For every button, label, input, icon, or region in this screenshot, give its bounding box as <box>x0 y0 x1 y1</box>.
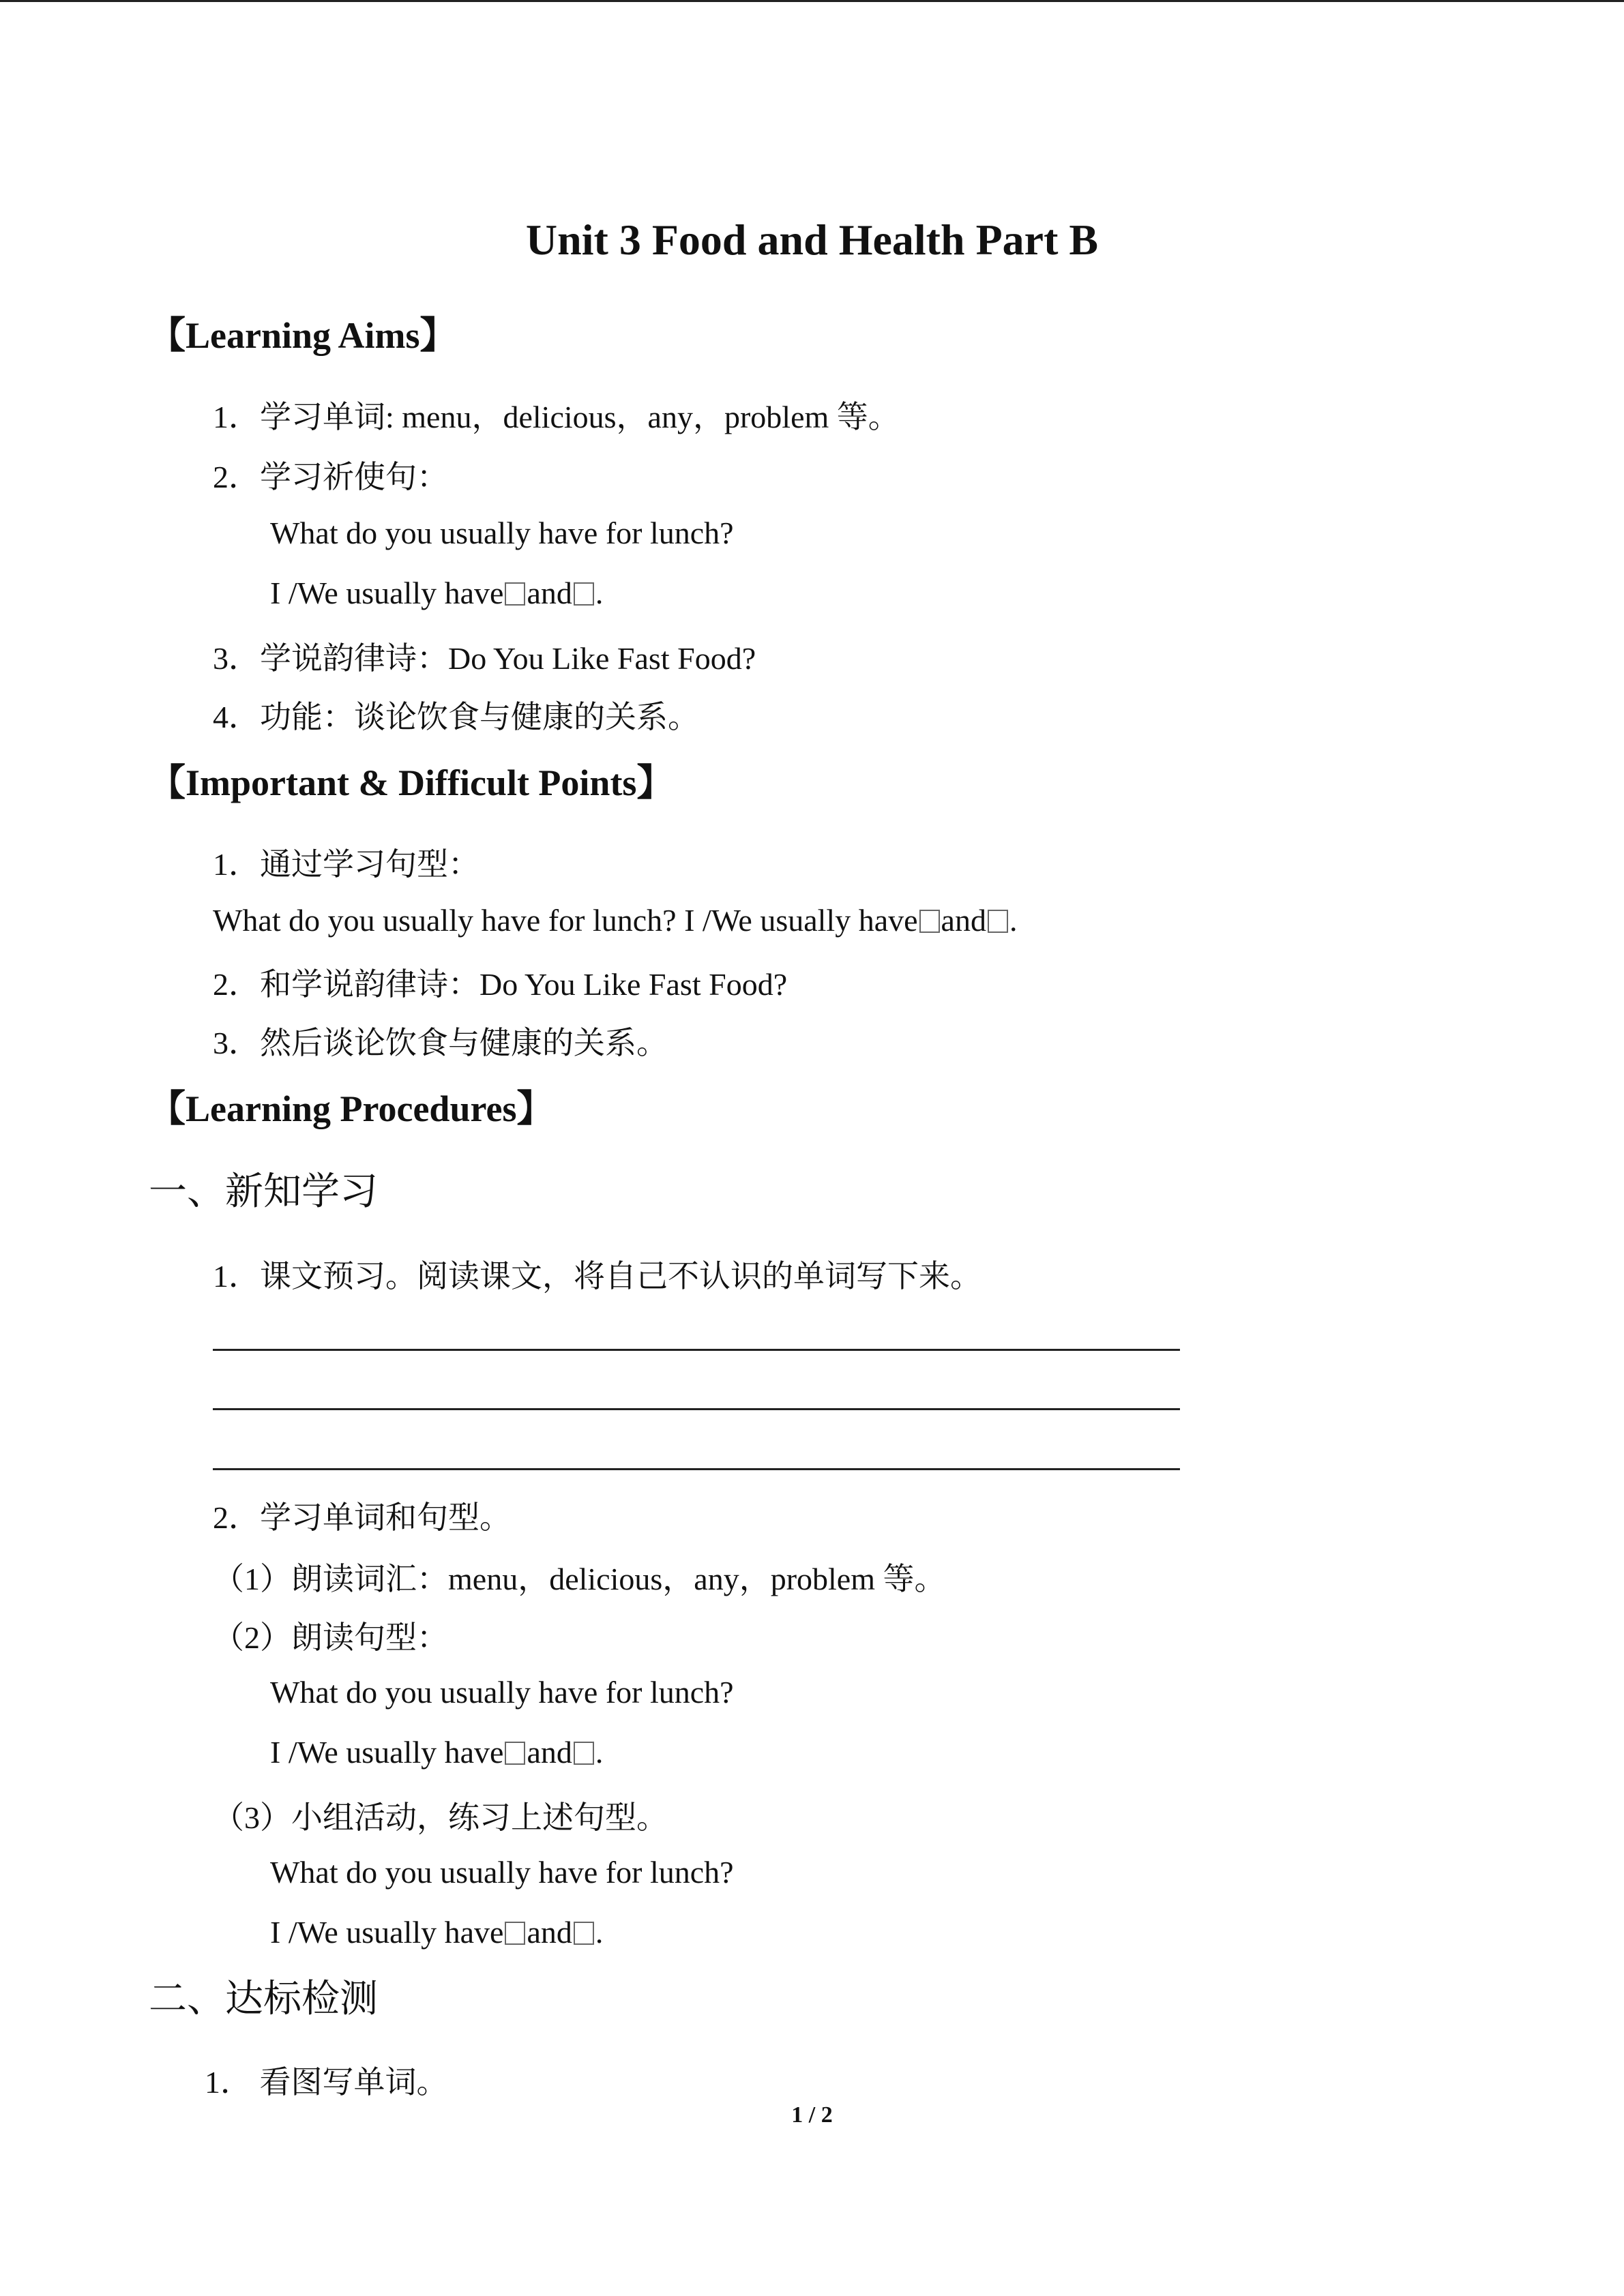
learning-aims-heading: 【Learning Aims】 <box>149 315 457 356</box>
write-line[interactable] <box>213 1408 1180 1410</box>
part1-item-2: 2．学习单词和句型。 <box>213 1500 511 1535</box>
sub-item-3: （3）小组活动，练习上述句型。 <box>213 1800 668 1835</box>
blank-box <box>574 1922 594 1945</box>
blank-box <box>919 910 940 933</box>
blank-box <box>574 1742 594 1765</box>
sentence-end: . <box>1009 903 1018 938</box>
aims-sentence-question: What do you usually have for lunch? <box>270 516 734 550</box>
part1-item-1: 1．课文预习。阅读课文，将自己不认识的单词写下来。 <box>213 1259 981 1294</box>
answer-end: . <box>595 1735 604 1770</box>
answer-mid: and <box>527 1735 572 1770</box>
sub3-sentence-answer <box>270 1914 603 1950</box>
important-points-heading: 【Important & Difficult Points】 <box>149 762 674 803</box>
sentence-mid: and <box>941 903 986 938</box>
points-item-3: 3．然后谈论饮食与健康的关系。 <box>213 1026 668 1060</box>
points-item-1: 1．通过学习句型： <box>213 847 479 882</box>
points-item-2: 2．和学说韵律诗：Do You Like Fast Food? <box>213 967 788 1002</box>
answer-mid: and <box>527 576 572 610</box>
page-title: Unit 3 Food and Health Part B <box>525 215 1099 264</box>
aims-item-4: 4．功能：谈论饮食与健康的关系。 <box>213 700 699 734</box>
sub-item-1: （1）朗读词汇：menu，delicious，any，problem 等。 <box>213 1562 946 1596</box>
aims-item-3: 3．学说韵律诗：Do You Like Fast Food? <box>213 641 756 676</box>
part2-item-1: 1． 看图写单词。 <box>205 2065 448 2100</box>
sub3-sentence-question: What do you usually have for lunch? <box>270 1855 734 1890</box>
part1-heading: 一、新知学习 <box>149 1169 378 1214</box>
sub2-sentence-answer <box>270 1734 603 1770</box>
answer-prefix: I /We usually have <box>270 1735 504 1770</box>
blank-box <box>574 582 594 606</box>
aims-item-2: 2．学习祈使句： <box>213 460 448 494</box>
aims-item-1: 1．学习单词: menu，delicious，any，problem 等。 <box>213 400 900 434</box>
answer-prefix: I /We usually have <box>270 1915 504 1950</box>
answer-prefix: I /We usually have <box>270 576 504 610</box>
answer-end: . <box>595 576 604 610</box>
page-number: 1 / 2 <box>791 2102 833 2128</box>
write-line[interactable] <box>213 1349 1180 1351</box>
blank-box <box>505 1742 525 1765</box>
aims-sentence-answer <box>270 575 603 611</box>
answer-mid: and <box>527 1915 572 1950</box>
points-sentence <box>213 902 1017 938</box>
blank-box <box>988 910 1008 933</box>
sentence-prefix: What do you usually have for lunch? I /We usually have <box>213 903 918 938</box>
part2-heading: 二、达标检测 <box>149 1977 378 2021</box>
blank-box <box>505 582 525 606</box>
write-line[interactable] <box>213 1468 1180 1470</box>
sub-item-2: （2）朗读句型： <box>213 1620 448 1655</box>
blank-box <box>505 1922 525 1945</box>
answer-end: . <box>595 1915 604 1950</box>
procedures-heading: 【Learning Procedures】 <box>149 1088 554 1129</box>
sub2-sentence-question: What do you usually have for lunch? <box>270 1675 734 1710</box>
